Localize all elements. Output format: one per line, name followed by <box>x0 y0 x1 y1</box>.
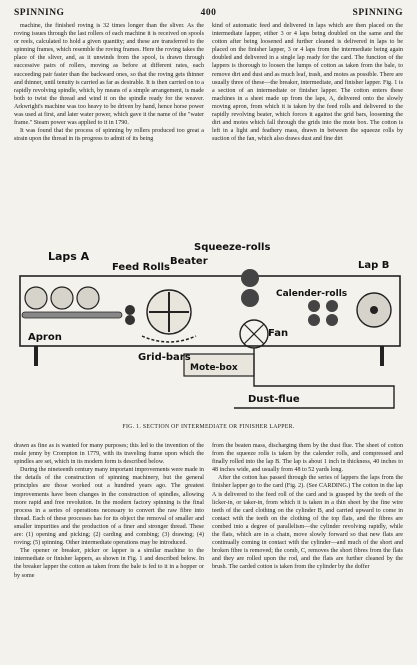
paragraph: The opener or breaker, picker or lapper is a similar machine to the intermediate or finisher lappers, as shown in Fig. 1 and described below. In the breaker lapper the cotton as taken from the bale is fed to it in a hopper or by some <box>14 548 204 579</box>
page-number: 400 <box>200 8 217 18</box>
label-grid-bars: Grid-bars <box>138 352 191 363</box>
label-squeeze-rolls: Squeeze-rolls <box>194 242 271 253</box>
paragraph: machine, the finished roving is 32 times longer than the sliver. As the roving issues through the last rollers of each machine it is received on spools or reels, calculated to hold a given quantity; and these are transferred to the spinning frames, which resemble the roving frames. Here the roving takes the place of the sliver, and, as it unwinds from the spool, is drawn through successive pairs of rollers, moving as before at different rates, each succeeding pair faster than the backward ones, so that the roving gets thinner and thinner, until tenuity is carried as far as desirable. It is then carried on to a rapidly revolving spindle, which, by means of a simple arrangement, is made both to twist the thread and wind it on the spindle ready for the weaver. Arkwright's machine was too heavy to be driven by hand, hence horse power was used at first, and later water power, which gave it the name of the "water frame." Steam power was applied to it in 1790. <box>14 23 204 127</box>
header-right: SPINNING <box>352 8 403 18</box>
label-apron: Apron <box>28 332 62 343</box>
left-leg <box>34 346 38 366</box>
calender-roll <box>308 300 320 312</box>
machine-frame <box>20 276 400 346</box>
column-top-right <box>212 22 403 234</box>
label-dust-flue: Dust-flue <box>248 394 300 405</box>
apron-belt <box>22 312 122 318</box>
column-top-left <box>14 22 204 234</box>
squeeze-roll-top <box>241 269 259 287</box>
label-calender-rolls: Calender-rolls <box>276 289 348 299</box>
calender-roll <box>326 300 338 312</box>
label-feed-rolls: Feed Rolls <box>112 262 171 273</box>
paragraph: drawn as fine as is wanted for many purposes; this led to the invention of the mule jenny by Crompton in 1779, with its traveling frame upon which the spindles are set, which in its modern form is described below. <box>14 443 204 466</box>
lap-a-roll-3 <box>77 287 99 309</box>
paragraph: After the cotton has passed through the series of lappers the laps from the finisher lapper go to the card (Fig. 2). (See CARDING.) The cotton in the lap A is delivered to the feed roll of the card and is grasped by the teeth of the licker-in, or taker-in, from which it is taken in a thin sheet by the fine wire teeth of the card clothing on the cylinder B, and carried upward to come in contact with the teeth on the clothing of the top flats, and the fibres are combed into a degree of parallelism—the cylinder revolving rapidly, while the flats, which are in a chain, move slowly forward so that new flats are continually coming in contact with the cylinder—and much of the short and broken fibre is removed; the comb, C, removes the short fibres from the flats and they are rolled upon the rod, and the flats are further cleaned by the brush. The carded cotton is taken from the cylinder by the doffer <box>212 475 403 571</box>
running-header <box>14 6 403 20</box>
calender-roll <box>326 314 338 326</box>
lap-a-roll-1 <box>25 287 47 309</box>
column-bottom-right <box>212 442 403 660</box>
right-leg <box>380 346 384 366</box>
calender-roll <box>308 314 320 326</box>
lapper-figure <box>14 236 404 416</box>
label-lap-b: Lap B <box>358 260 390 271</box>
feed-roll-top <box>125 305 135 315</box>
header-left: SPINNING <box>14 8 65 18</box>
lap-a-roll-2 <box>51 287 73 309</box>
lap-b-core <box>370 306 378 314</box>
grid-bars <box>142 336 196 342</box>
paragraph: from the beaten mass, discharging them by the dust flue. The sheet of cotton from the squeeze rolls is taken by the calender rolls, and compressed and finally rolled into the lap B. The lap is about 1 inch in thickness, 40 inches to 48 inches wide, and usually from 48 to 52 yards long. <box>212 443 403 474</box>
figure-caption: FIG. 1. SECTION OF INTERMEDIATE OR FINISHER LAPPER. <box>122 424 295 430</box>
label-fan: Fan <box>268 328 289 339</box>
label-mote-box: Mote-box <box>190 363 238 373</box>
feed-roll-bottom <box>125 315 135 325</box>
paragraph: It was found that the process of spinning by rollers produced too great a strain upon the thread in its progress to admit of its being <box>14 128 204 143</box>
squeeze-roll-bottom <box>241 289 259 307</box>
column-bottom-left <box>14 442 204 660</box>
paragraph: During the nineteenth century many important improvements were made in the details of the construction of spinning machinery, but the general principles are those worked out a hundred years ago. The greatest improvements have been changes in the construction of spindles, allowing more rapid and free revolution. In the modern factory spinning is the final process in a series of operations necessary to convert the raw fibre into thread. Each of these processes has for its object the removal of smaller and smaller impurities and the production of a finer and stronger thread. These are: (1) opening and picking; (2) carding and combing; (3) drawing; (4) roving; (5) spinning. Other intermediate operations may be introduced. <box>14 467 204 547</box>
paragraph: kind of automatic feed and delivered in laps which are then placed on the intermediate lapper, either 3 or 4 laps being doubled on the same and the cotton after being loosened and further cleaned is delivered in laps to be placed on the finisher lapper, 3 or 4 laps from the intermediate being again doubled and delivered in a single lap ready for the card. The function of the lappers is thorough to loosen the lumps of cotton as taken from the bale, to remove dirt and dust and as much leaf, trash, and motes as possible. There are usually three of these—the breaker, intermediate, and finisher lapper. Fig. 1 is a section of an intermediate or finisher lapper. The cotton enters these machines in a sheet made up from the laps, A, delivered onto the slowly moving apron, from which it is taken by the feed rolls and delivered to the rapidly revolving beater, which forces it against the grid bars, loosening the dirt and motes which fall through the grids into the mote box. The cotton is left in a light and feathery mass, drawn in between the squeeze rolls by suction of the fan, which also draws dust and fine dirt <box>212 23 403 143</box>
label-beater: Beater <box>170 256 208 267</box>
label-laps-a: Laps A <box>48 250 90 263</box>
